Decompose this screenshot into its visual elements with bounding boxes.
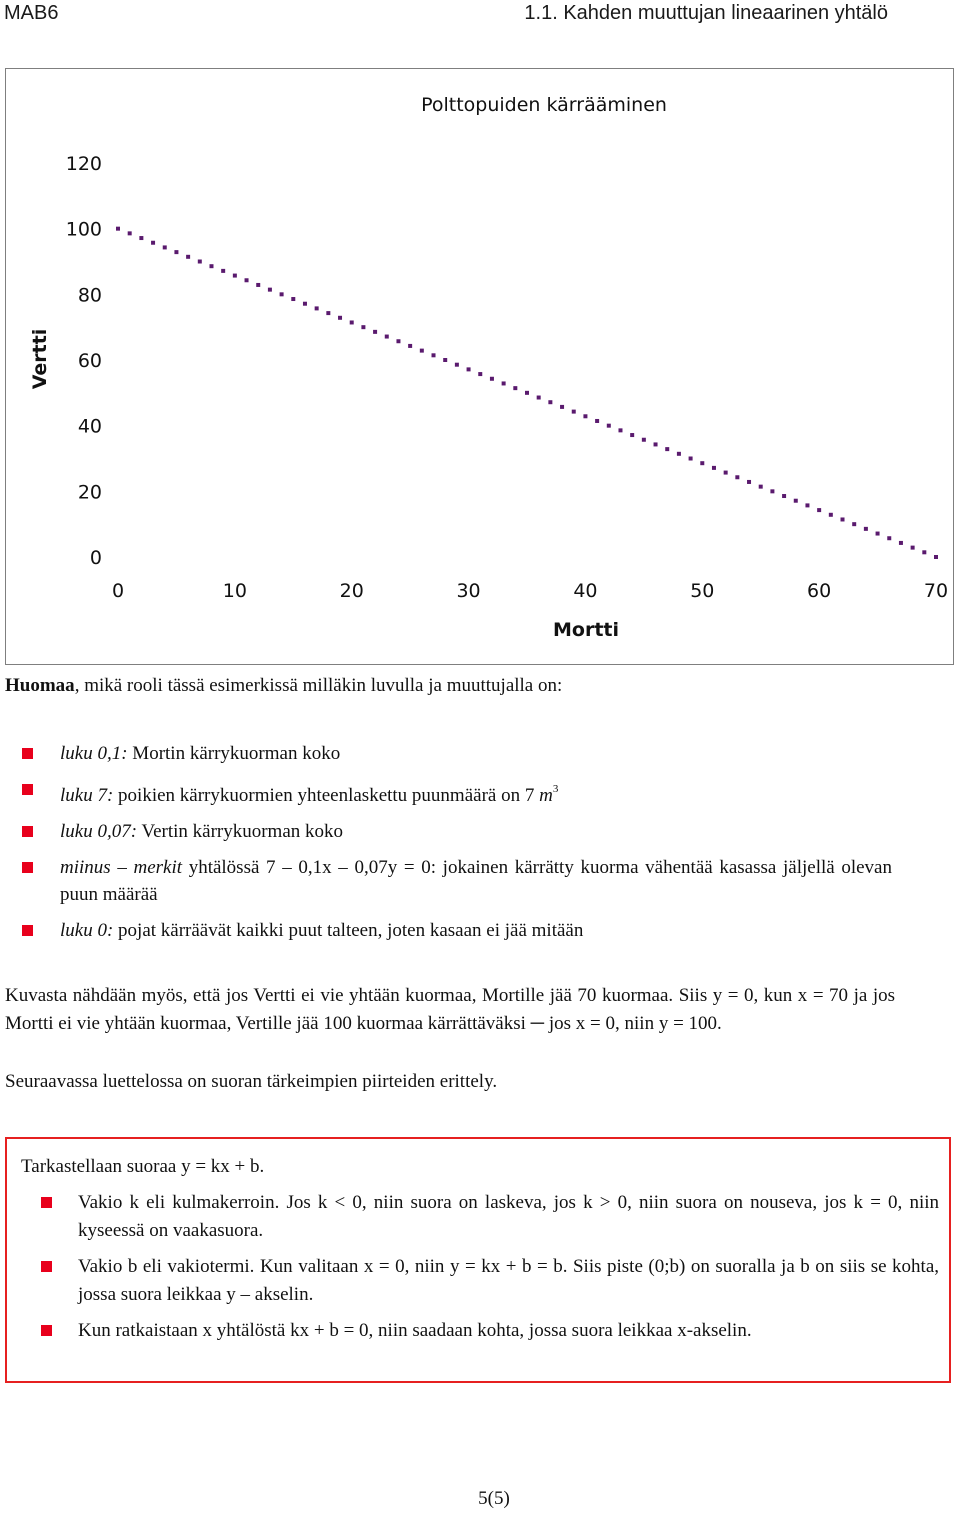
bullet-square-icon: [41, 1197, 52, 1208]
series-point: [817, 508, 821, 512]
bullet-text: Mortin kärrykuorman koko: [127, 743, 341, 764]
bullet-label: luku 7:: [60, 785, 114, 806]
series-point: [408, 344, 412, 348]
bullet-text: poikien kärrykuormien yhteenlaskettu puunmäärä on 7: [113, 785, 540, 806]
bullet-square-icon: [22, 826, 33, 837]
series-point: [385, 335, 389, 339]
bullet-square-icon: [41, 1261, 52, 1272]
bullet-square-icon: [22, 925, 33, 936]
series-point: [186, 255, 190, 259]
list-item: [41, 1253, 939, 1309]
series-point: [747, 480, 751, 484]
series-point: [864, 527, 868, 531]
note-heading: [5, 672, 895, 700]
series-point: [595, 419, 599, 423]
chart: [5, 68, 954, 665]
list-item: [22, 854, 892, 908]
series-point: [607, 424, 611, 428]
series-point: [654, 442, 658, 446]
bullet-text: yhtälössä 7 – 0,1x – 0,07y = 0: jokainen kärrätty kuorma vähentää kasassa jäljellä olevan puun määrää: [60, 857, 892, 905]
series-point: [759, 485, 763, 489]
list-item: [22, 917, 892, 944]
x-tick-label: 70: [923, 580, 949, 602]
bullet-label: miinus – merkit: [60, 857, 183, 878]
series-point: [502, 381, 506, 385]
series-point: [163, 245, 167, 249]
series-point: [911, 546, 915, 550]
series-point: [583, 414, 587, 418]
list-item: [41, 1189, 939, 1245]
series-point: [700, 461, 704, 465]
x-axis-label: Mortti: [552, 619, 620, 641]
series-point: [572, 410, 576, 414]
series-point: [338, 316, 342, 320]
series-point: [291, 297, 295, 301]
unit: m: [539, 785, 553, 806]
series-point: [350, 320, 354, 324]
y-tick-label: 100: [65, 218, 102, 241]
series-point: [876, 532, 880, 536]
list-item: [22, 776, 892, 809]
series-point: [852, 522, 856, 526]
series-point: [934, 555, 938, 559]
series-point: [537, 396, 541, 400]
summary-box: [5, 1137, 951, 1383]
series-point: [174, 250, 178, 254]
series-point: [805, 503, 809, 507]
y-axis-label: Vertti: [29, 328, 51, 390]
summary-title: Tarkastellaan suoraa y = kx + b.: [21, 1156, 265, 1177]
series-point: [280, 292, 284, 296]
x-tick-label: 60: [807, 580, 832, 602]
series-point: [922, 550, 926, 554]
y-tick-label: 40: [77, 415, 102, 438]
bullet-label: luku 0:: [60, 920, 114, 941]
series-point: [303, 302, 307, 306]
series-point: [677, 452, 681, 456]
page-header: [0, 0, 960, 30]
course-code: MAB6: [4, 2, 59, 24]
series-point: [712, 466, 716, 470]
series-point: [455, 363, 459, 367]
series-point: [326, 311, 330, 315]
chart-title: Polttopuiden kärrääminen: [421, 94, 667, 116]
series-point: [525, 391, 529, 395]
series-point: [782, 494, 786, 498]
bullet-text: Vertin kärrykuorman koko: [137, 821, 344, 842]
y-tick-label: 20: [77, 481, 102, 504]
series-point: [513, 386, 517, 390]
item-text: Vakio b eli vakiotermi. Kun valitaan x = 0, niin y = kx + b = b. Siis piste (0;b) on suoralla ja b on siis se kohta, jossa suora leikkaa y – akselin.: [78, 1256, 939, 1305]
series-point: [432, 353, 436, 357]
y-tick-label: 60: [77, 350, 102, 372]
series-point: [560, 405, 564, 409]
series-point: [198, 260, 202, 264]
series-point: [256, 283, 260, 287]
list-item: [22, 740, 892, 767]
bullet-text: pojat kärräävät kaikki puut talteen, joten kasaan ei jää mitään: [113, 920, 584, 941]
series-point: [139, 236, 143, 240]
page-number: 5(5): [478, 1488, 510, 1509]
series-point: [665, 447, 669, 451]
paragraph-interpretation: Kuvasta nähdään myös, että jos Vertti ei vie yhtään kuormaa, Mortille jää 70 kuormaa. Siis y = 0, kun x = 70 ja jos Mortti ei vie yhtään kuormaa, Vertille jää 100 kuormaa kärrättäväksi ─ jos x = 0, niin y = 100.: [5, 985, 895, 1034]
series-point: [443, 358, 447, 362]
series-point: [361, 325, 365, 329]
series-point: [268, 288, 272, 292]
series-point: [396, 339, 400, 343]
bullet-square-icon: [22, 862, 33, 873]
bullet-label: luku 0,1:: [60, 743, 128, 764]
series-point: [490, 377, 494, 381]
series-point: [899, 541, 903, 545]
list-item: [41, 1317, 939, 1345]
series-point: [315, 306, 319, 310]
summary-list: [41, 1189, 939, 1353]
series-point: [689, 457, 693, 461]
y-tick-label: 0: [89, 547, 102, 569]
series-point: [724, 471, 728, 475]
bullet-label: luku 0,07:: [60, 821, 138, 842]
note-rest: , mikä rooli tässä esimerkissä milläkin luvulla ja muuttujalla on:: [74, 675, 563, 696]
list-item: [22, 818, 892, 845]
x-tick-label: 10: [222, 580, 247, 602]
x-tick-label: 20: [339, 580, 364, 602]
series-point: [373, 330, 377, 334]
series-point: [221, 269, 225, 273]
y-tick-label: 120: [65, 153, 102, 175]
series-point: [630, 433, 634, 437]
series-point: [794, 499, 798, 503]
series-point: [128, 231, 132, 235]
chart-svg: [6, 69, 953, 664]
section-title: 1.1. Kahden muuttujan lineaarinen yhtälö: [524, 2, 888, 24]
series-point: [841, 517, 845, 521]
series-point: [209, 264, 213, 268]
x-tick-label: 50: [690, 580, 715, 602]
series-point: [548, 400, 552, 404]
series-point: [770, 489, 774, 493]
series-point: [618, 428, 622, 432]
series-point: [735, 475, 739, 479]
item-text: Kun ratkaistaan x yhtälöstä kx + b = 0, niin saadaan kohta, jossa suora leikkaa x-akselin.: [78, 1320, 752, 1341]
series-point: [151, 241, 155, 245]
bullet-square-icon: [22, 784, 33, 795]
item-text: Vakio k eli kulmakerroin. Jos k < 0, niin suora on laskeva, jos k > 0, niin suora on nouseva, jos k = 0, niin kyseessä on vaakasuora.: [78, 1192, 939, 1241]
bullet-square-icon: [22, 748, 33, 759]
series-point: [642, 438, 646, 442]
series-point: [245, 278, 249, 282]
series-point: [887, 536, 891, 540]
series-point: [116, 227, 120, 231]
x-tick-label: 30: [456, 580, 481, 602]
series-point: [829, 513, 833, 517]
note-bold: Huomaa: [5, 675, 75, 696]
series-point: [478, 372, 482, 376]
bullet-square-icon: [41, 1325, 52, 1336]
x-tick-label: 40: [573, 580, 598, 602]
series-point: [467, 367, 471, 371]
paragraph-intro: Seuraavassa luettelossa on suoran tärkeimpien piirteiden erittely.: [5, 1071, 498, 1092]
y-tick-label: 80: [77, 284, 102, 307]
series-point: [233, 274, 237, 278]
x-tick-label: 0: [111, 580, 125, 602]
unit-exponent: 3: [552, 783, 559, 795]
series-point: [420, 349, 424, 353]
roles-list: [22, 740, 892, 953]
